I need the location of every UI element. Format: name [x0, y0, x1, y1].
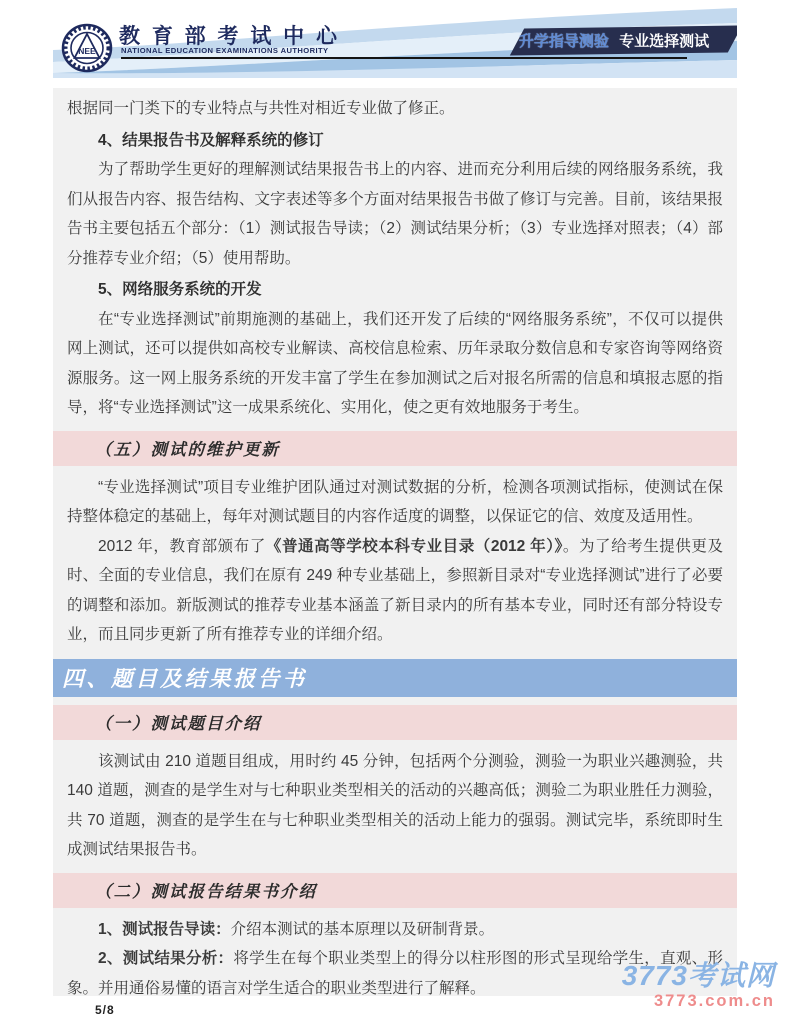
subheading-5: 5、网络服务系统的开发 — [98, 281, 262, 298]
header-banner — [53, 8, 737, 78]
section-banner-test-items — [53, 705, 737, 740]
test-series-title: 升学指导测验 — [518, 33, 609, 50]
section-banner-test-items-label: （一）测试题目介绍 — [95, 714, 262, 733]
section-banner-report-intro — [53, 873, 737, 908]
result-analysis-label: 2、测试结果分析： — [98, 950, 234, 967]
paragraph-maintenance-1: “专业选择测试”项目专业维护团队通过对测试数据的分析，检测各项测试指标，使测试在保持整体稳定的基础上，每年对测试题目的内容作适度的调整，以保证它的信、效度及适用性。 — [67, 478, 723, 525]
site-watermark — [622, 962, 775, 1010]
report-guide-label: 1、测试报告导读： — [98, 920, 231, 938]
chapter-banner-4-label: 四、题目及结果报告书 — [62, 667, 308, 692]
watermark-site-name: 3773考试网 — [621, 960, 775, 991]
svg-text:NEE: NEE — [78, 46, 96, 56]
paragraph-maintenance-2 — [67, 532, 723, 650]
org-name-english: NATIONAL EDUCATION EXAMINATIONS AUTHORITY — [121, 46, 329, 55]
maintenance-2-rest: 。为了给考生提供更及时、全面的专业信息，我们在原有 249 种专业基础上，参照新目录对“专业选择测试”进行了必要的调整和添加。新版测试的推荐专业基本涵盖了新目录内的所有基本专业，同时还有部分特设专业，而且同步更新了所有推荐专业的详细介绍。 — [67, 537, 723, 643]
paragraph-continuation: 根据同一门类下的专业特点与共性对相近专业做了修正。 — [67, 100, 455, 117]
section-banner-report-intro-label: （二）测试报告结果书介绍 — [95, 882, 317, 901]
maintenance-2-prefix: 2012 年，教育部颁布了 — [98, 537, 266, 555]
section-banner-maintenance-label: （五）测试的维护更新 — [95, 440, 280, 459]
report-guide-text: 介绍本测试的基本原理以及研制背景。 — [230, 920, 495, 938]
test-name-title: 专业选择测试 — [619, 33, 710, 50]
paragraph-report-revision: 为了帮助学生更好的理解测试结果报告书上的内容、进而充分利用后续的网络服务系统，我们从报告内容、报告结构、文字表述等多个方面对结果报告书做了修订与完善。目前，该结果报告书主要包括五个部分：（1）测试报告导读；（2）测试结果分析；（3）专业选择对照表；（4）部分推荐专业介绍；（5）使用帮助。 — [67, 161, 723, 267]
neea-logo-icon — [61, 23, 113, 73]
paragraph-network-service: 在“专业选择测试”前期施测的基础上，我们还开发了后续的“网络服务系统”，不仅可以提供网上测试，还可以提供如高校专业解读、高校信息检索、历年录取分数信息和专家咨询等网络资源服务。这一网上服务系统的开发丰富了学生在参加测试之后对报名所需的信息和填报志愿的指导，将“专业选择测试”这一成果系统化、实用化，使之更有效地服务于考生。 — [67, 310, 723, 416]
subheading-4: 4、结果报告书及解释系统的修订 — [98, 131, 324, 149]
page-number: 5/8 — [95, 1003, 115, 1017]
chapter-banner-4 — [53, 659, 737, 697]
result-analysis-text: 将学生在每个职业类型上的得分以柱形图的形式呈现给学生，直观、形象。并用通俗易懂的语言对学生适合的职业类型进行了解释。 — [67, 950, 723, 996]
header-title-band-text — [499, 30, 729, 54]
org-name-chinese: 教 育 部 考 试 中 心 — [119, 25, 341, 48]
document-body — [53, 88, 737, 996]
list-item-report-guide — [67, 915, 723, 945]
section-banner-maintenance — [53, 431, 737, 466]
catalog-title-bold: 《普通高等学校本科专业目录（2012 年）》 — [265, 537, 563, 555]
paragraph-test-items: 该测试由 210 道题目组成，用时约 45 分钟，包括两个分测验，测验一为职业兴趣测验，共 140 道题，测查的是学生对与七种职业类型相关的活动的兴趣高低；测验二为职业胜任力测验，共 70 道题，测查的是学生在与七种职业类型相关的活动上能力的强弱。测试完毕，系统即时生成测试结果报告书。 — [67, 752, 723, 858]
watermark-site-url: 3773.com.cn — [653, 992, 775, 1010]
header-underline — [121, 57, 687, 59]
